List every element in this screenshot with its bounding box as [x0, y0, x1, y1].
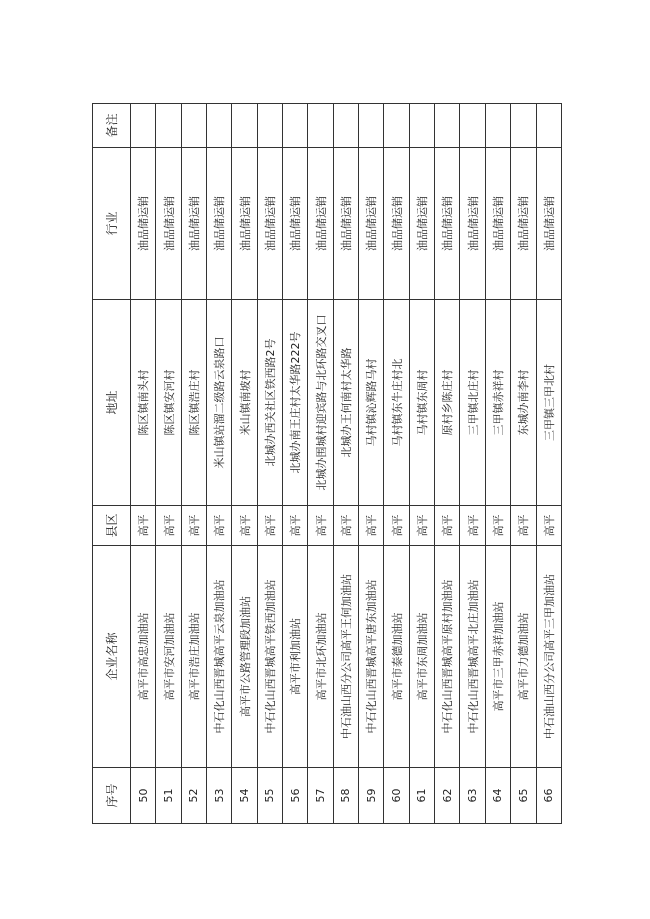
cell-industry: 油品储运销 [536, 148, 562, 300]
cell-address: 东城办南李村 [511, 300, 536, 506]
header-name: 企业名称 [93, 546, 131, 768]
cell-name: 高平市力德加油站 [511, 546, 536, 768]
cell-note [232, 104, 257, 148]
cell-no: 52 [181, 768, 206, 824]
cell-address: 原村乡陈庄村 [435, 300, 460, 506]
table-header-row [93, 104, 131, 824]
cell-county: 高平 [207, 506, 232, 546]
rotated-table-wrapper [92, 104, 562, 824]
cell-name: 高平市高忠加油站 [131, 546, 156, 768]
cell-industry: 油品储运销 [333, 148, 358, 300]
cell-note [156, 104, 181, 148]
cell-address: 北城办西关社区铁西路2号 [257, 300, 282, 506]
table-row [460, 104, 485, 824]
cell-note [333, 104, 358, 148]
table-row [536, 104, 562, 824]
cell-name: 高平市安河加油站 [156, 546, 181, 768]
cell-note [511, 104, 536, 148]
table-row [409, 104, 434, 824]
cell-note [131, 104, 156, 148]
cell-name: 中石化山西晋城高平唐东加油站 [359, 546, 384, 768]
cell-county: 高平 [485, 506, 510, 546]
cell-no: 56 [283, 768, 308, 824]
table-row [156, 104, 181, 824]
table-row [435, 104, 460, 824]
cell-name: 高平市东周加油站 [409, 546, 434, 768]
cell-address: 陈区镇南头村 [131, 300, 156, 506]
table-row [384, 104, 409, 824]
cell-address: 马村镇东周村 [409, 300, 434, 506]
table-row [283, 104, 308, 824]
cell-industry: 油品储运销 [409, 148, 434, 300]
table-row [359, 104, 384, 824]
cell-no: 50 [131, 768, 156, 824]
cell-note [283, 104, 308, 148]
cell-address: 北城办王何南村太华路 [333, 300, 358, 506]
cell-address: 三甲镇三甲北村 [536, 300, 562, 506]
header-address: 地址 [93, 300, 131, 506]
cell-county: 高平 [359, 506, 384, 546]
cell-address: 米山镇南坡村 [232, 300, 257, 506]
cell-no: 59 [359, 768, 384, 824]
cell-industry: 油品储运销 [435, 148, 460, 300]
cell-no: 64 [485, 768, 510, 824]
cell-name: 高平市浩庄加油站 [181, 546, 206, 768]
table-row [308, 104, 333, 824]
cell-note [384, 104, 409, 148]
cell-industry: 油品储运销 [485, 148, 510, 300]
cell-address: 北城办南王庄村太华路222号 [283, 300, 308, 506]
cell-name: 中石油山西分公司高平三甲加油站 [536, 546, 562, 768]
cell-note [257, 104, 282, 148]
cell-name: 高平市三甲赤祥加油站 [485, 546, 510, 768]
header-no: 序号 [93, 768, 131, 824]
cell-industry: 油品储运销 [156, 148, 181, 300]
cell-industry: 油品储运销 [460, 148, 485, 300]
cell-no: 53 [207, 768, 232, 824]
cell-industry: 油品储运销 [511, 148, 536, 300]
cell-name: 高平市北环加油站 [308, 546, 333, 768]
cell-address: 米山镇站溜二级路云泉路口 [207, 300, 232, 506]
table-row [181, 104, 206, 824]
cell-county: 高平 [409, 506, 434, 546]
cell-county: 高平 [384, 506, 409, 546]
header-county: 县区 [93, 506, 131, 546]
cell-name: 高平市泰德加油站 [384, 546, 409, 768]
cell-no: 54 [232, 768, 257, 824]
cell-county: 高平 [257, 506, 282, 546]
cell-county: 高平 [308, 506, 333, 546]
cell-name: 高平市利加油站 [283, 546, 308, 768]
cell-no: 66 [536, 768, 562, 824]
document-page [92, 104, 562, 824]
cell-note [181, 104, 206, 148]
cell-county: 高平 [460, 506, 485, 546]
cell-address: 马村镇东牛庄村北 [384, 300, 409, 506]
cell-note [536, 104, 562, 148]
cell-no: 51 [156, 768, 181, 824]
cell-address: 陈区镇浩庄村 [181, 300, 206, 506]
cell-county: 高平 [131, 506, 156, 546]
cell-no: 63 [460, 768, 485, 824]
cell-name: 中石化山西晋城高平铁西加油站 [257, 546, 282, 768]
cell-no: 58 [333, 768, 358, 824]
cell-county: 高平 [283, 506, 308, 546]
cell-name: 中石化山西晋城高平北庄加油站 [460, 546, 485, 768]
cell-industry: 油品储运销 [308, 148, 333, 300]
cell-no: 61 [409, 768, 434, 824]
cell-note [485, 104, 510, 148]
cell-address: 三甲镇北庄村 [460, 300, 485, 506]
cell-note [460, 104, 485, 148]
cell-name: 中石化山西晋城高平云泉加油站 [207, 546, 232, 768]
cell-address: 北城办围城村迎宾路与北环路交叉口 [308, 300, 333, 506]
cell-no: 60 [384, 768, 409, 824]
cell-county: 高平 [181, 506, 206, 546]
table-row [333, 104, 358, 824]
cell-note [359, 104, 384, 148]
cell-industry: 油品储运销 [359, 148, 384, 300]
cell-county: 高平 [232, 506, 257, 546]
cell-no: 62 [435, 768, 460, 824]
table-row [257, 104, 282, 824]
cell-address: 陈区镇安河村 [156, 300, 181, 506]
cell-name: 高平市公路管理段加油站 [232, 546, 257, 768]
cell-industry: 油品储运销 [283, 148, 308, 300]
table-row [511, 104, 536, 824]
table-row [207, 104, 232, 824]
cell-no: 65 [511, 768, 536, 824]
cell-name: 中石化山西晋城高平原村加油站 [435, 546, 460, 768]
cell-note [435, 104, 460, 148]
cell-county: 高平 [156, 506, 181, 546]
cell-name: 中石油山西分公司高平王何加油站 [333, 546, 358, 768]
cell-address: 三甲镇赤祥村 [485, 300, 510, 506]
cell-note [308, 104, 333, 148]
cell-note [409, 104, 434, 148]
cell-county: 高平 [511, 506, 536, 546]
enterprise-table [92, 103, 562, 824]
cell-no: 55 [257, 768, 282, 824]
cell-note [207, 104, 232, 148]
cell-industry: 油品储运销 [181, 148, 206, 300]
cell-county: 高平 [333, 506, 358, 546]
cell-industry: 油品储运销 [257, 148, 282, 300]
table-row [131, 104, 156, 824]
cell-industry: 油品储运销 [207, 148, 232, 300]
cell-industry: 油品储运销 [131, 148, 156, 300]
cell-no: 57 [308, 768, 333, 824]
table-row [232, 104, 257, 824]
cell-industry: 油品储运销 [232, 148, 257, 300]
cell-county: 高平 [435, 506, 460, 546]
cell-address: 马村镇沁辉路马村 [359, 300, 384, 506]
table-row [485, 104, 510, 824]
header-note: 备注 [93, 104, 131, 148]
cell-county: 高平 [536, 506, 562, 546]
cell-industry: 油品储运销 [384, 148, 409, 300]
header-industry: 行业 [93, 148, 131, 300]
